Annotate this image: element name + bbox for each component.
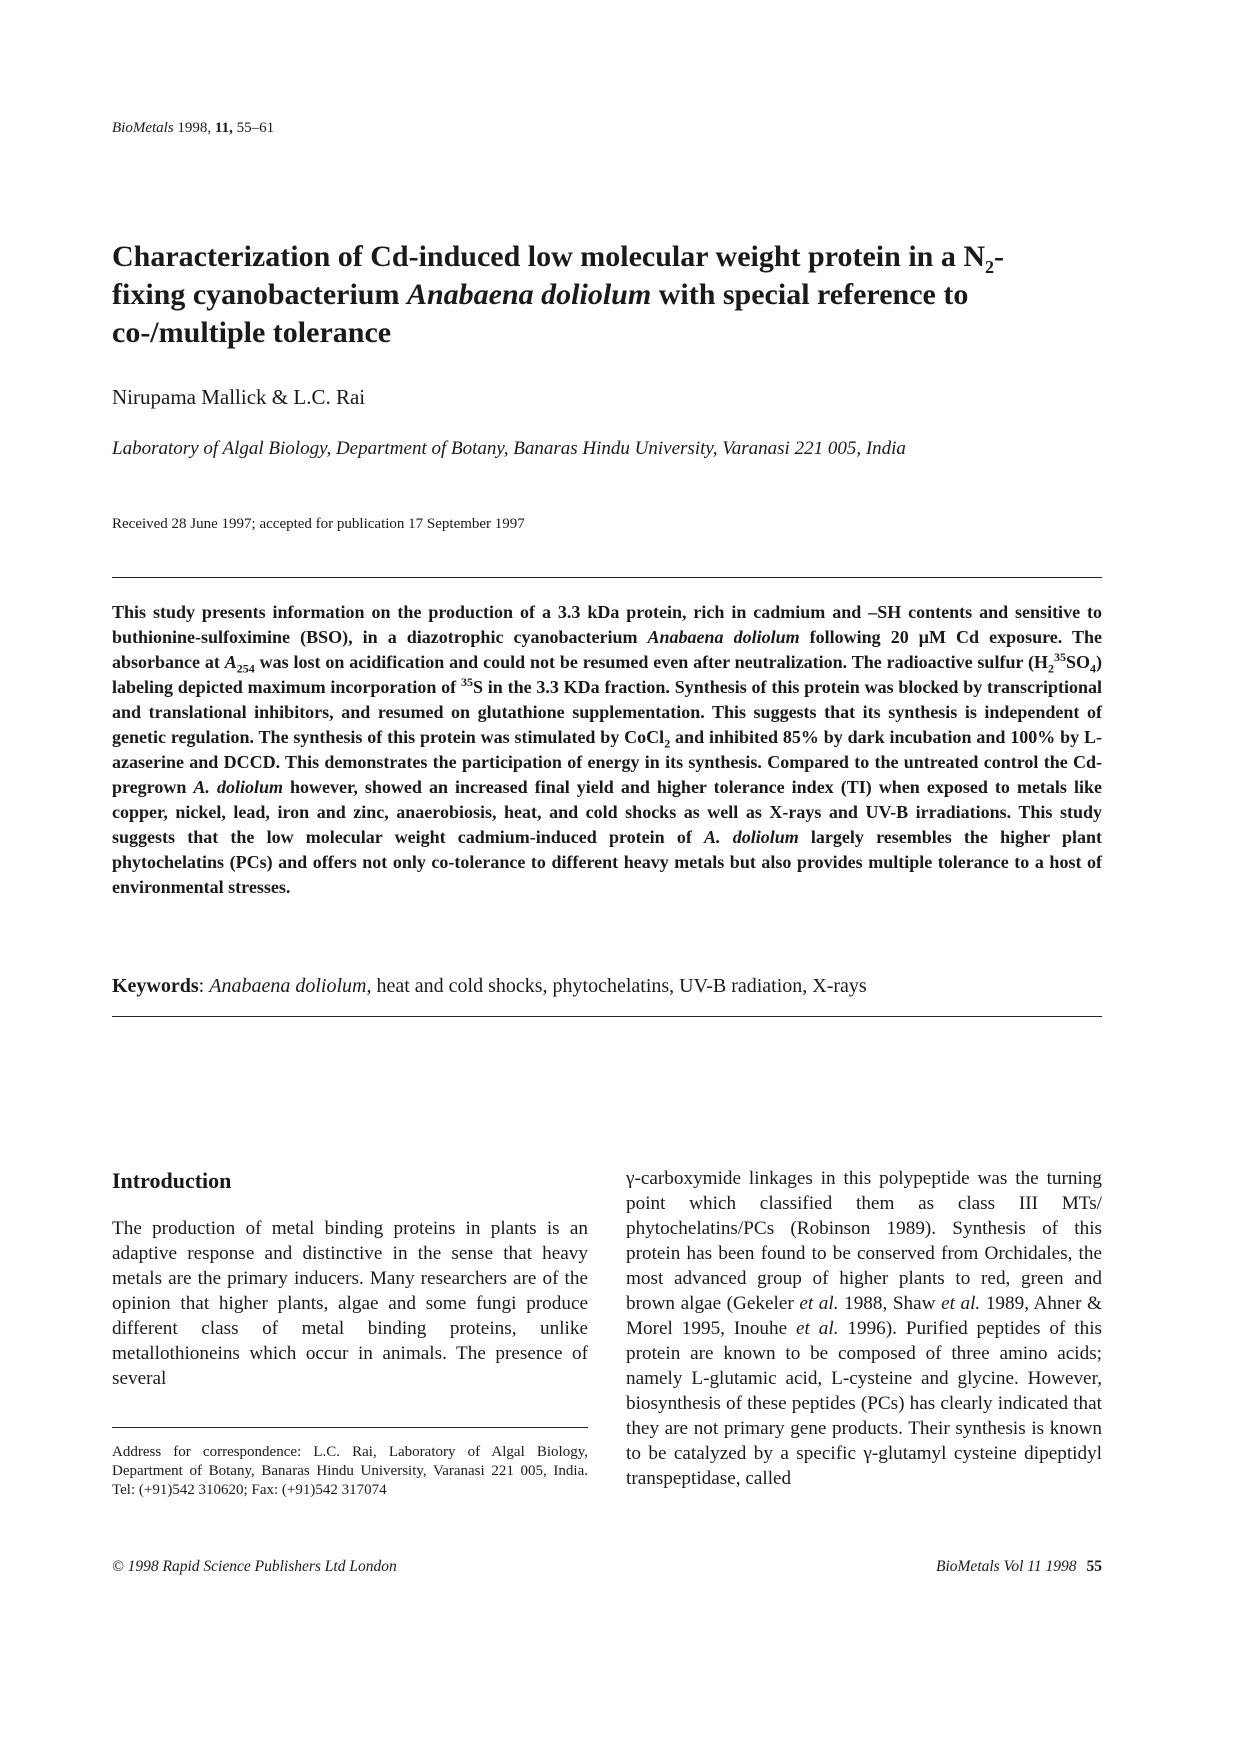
journal-year: 1998, [177, 120, 212, 136]
copyright-footer: © 1998 Rapid Science Publishers Ltd London [112, 1558, 397, 1575]
keywords: Keywords: Anabaena doliolum, heat and cold shocks, phytochelatins, UV-B radiation, X-rays [112, 975, 867, 997]
journal-name: BioMetals [112, 120, 174, 136]
abstract: This study presents information on the production of a 3.3 kDa protein, rich in cadmium and –SH contents and sensitive to buthionine-sulfoximine (BSO), in a diazotrophic cyanobacterium Anabaena doliolum following 20 μM Cd exposure. The absorbance at $A_{254}$ was lost on acidification and could not be resumed even after neutralization. The radioactive sulfur $(H_2^{35}SO_4)$ labeling depicted maximum incorporation of $^{35}$S in the 3.3 KDa fraction. Synthesis of this protein was blocked by transcriptional and translational inhibitors, and resumed on glutathione supplementation. This suggests that its synthesis is independent of genetic regulation. The synthesis of this protein was stimulated by CoCl$_2$ and inhibited 85% by dark incubation and 100% by L-azaserine and DCCD. This demonstrates the participation of energy in its synthesis. Compared to the untreated control the Cd-pregrown A. doliolum however, showed an increased final yield and higher tolerance index (TI) when exposed to metals like copper, nickel, lead, iron and zinc, anaerobiosis, heat, and cold shocks as well as X-rays and UV-B irradiations. This study suggests that the low molecular weight cadmium-induced protein of A. doliolum largely resembles the higher plant phytochelatins (PCs) and offers not only co-tolerance to different heavy metals but also provides multiple tolerance to a host of environmental stresses. [112, 602, 1103, 897]
received-dates: Received 28 June 1997; accepted for publication 17 September 1997 [112, 516, 525, 532]
page-number: 55 [1086, 1558, 1102, 1575]
keywords-bottom-divider [112, 1016, 1102, 1017]
title-species: Anabaena doliolum [406, 278, 652, 311]
journal-pages: 55–61 [236, 120, 275, 136]
journal-reference [112, 120, 274, 137]
intro-left-column: The production of metal binding proteins in plants is an adaptive response and distinctive in the sense that heavy metals are the primary inducers. Many researchers are of the opinion that higher plants, algae and some fungi produce different class of metal binding proteins, unlike metallothioneins which occur in animals. The presence of several [112, 1218, 588, 1389]
correspondence-footnote: Address for correspondence: L.C. Rai, Laboratory of Algal Biology, Department of Botany, Banaras Hindu University, Varanasi 221 005, India. Tel: (+91)542 310620; Fax: (+91)542 317074 [112, 1444, 588, 1498]
footnote-divider [112, 1427, 588, 1428]
journal-volume: 11, [214, 120, 233, 136]
abstract-top-divider [112, 577, 1102, 578]
affiliation: Laboratory of Algal Biology, Department of Botany, Banaras Hindu University, Varanasi 221 005, India [112, 438, 906, 459]
keywords-label: Keywords [112, 975, 199, 997]
page-footer: BioMetals Vol 11 1998 55 [936, 1558, 1102, 1575]
page-title: Characterization of Cd-induced low molecular weight protein in a $N_2$-fixing cyanobacterium Anabaena doliolum with special reference to co-/multiple tolerance [112, 240, 1005, 349]
authors: Nirupama Mallick & L.C. Rai [112, 385, 366, 409]
section-heading-introduction: Introduction [112, 1168, 232, 1193]
intro-right-column: γ-carboxymide linkages in this polypeptide was the turning point which classified them as class III MTs/ phytochelatins/PCs (Robinson 1989). Synthesis of this protein has been found to be conserved from Orchidales, the most advanced group of higher plants to red, green and brown algae (Gekeler et al. 1988, Shaw et al. 1989, Ahner & Morel 1995, Inouhe et al. 1996). Purified peptides of this protein are known to be composed of three amino acids; namely L-glutamic acid, L-cysteine and glycine. However, biosynthesis of these peptides (PCs) has clearly indicated that they are not primary gene products. Their synthesis is known to be catalyzed by a specific γ-glutamyl cysteine dipeptidyl transpeptidase, called [626, 1168, 1102, 1489]
